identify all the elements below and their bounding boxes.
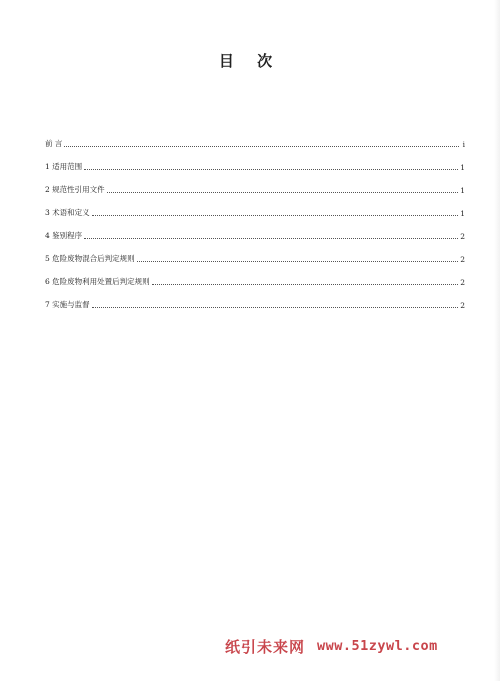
toc-entry-terms-definitions[interactable] xyxy=(45,195,465,218)
toc-entry-scope[interactable] xyxy=(45,149,465,172)
toc-entry-implementation-supervision[interactable] xyxy=(45,287,465,310)
toc-entry-label: 4 鉴别程序 xyxy=(45,231,83,240)
toc-entry-page: 2 xyxy=(460,278,465,287)
page-edge-shadow xyxy=(494,0,500,681)
toc-entry-page: 2 xyxy=(460,232,465,241)
toc-leader-dots xyxy=(92,306,459,308)
toc-entry-page: i xyxy=(462,140,465,149)
toc-heading: 目 次 xyxy=(218,52,282,70)
toc-entry-foreword[interactable] xyxy=(45,126,465,149)
toc-entry-label: 7 实施与监督 xyxy=(45,300,90,309)
toc-entry-mixing-rules[interactable] xyxy=(45,241,465,264)
toc-entry-label: 5 危险废物混合后判定规则 xyxy=(45,254,135,263)
table-of-contents xyxy=(45,126,465,310)
toc-entry-page: 1 xyxy=(460,186,465,195)
toc-entry-label: 2 规范性引用文件 xyxy=(45,185,105,194)
watermark-site-name: 纸引未来网 xyxy=(225,637,306,656)
toc-entry-label: 6 危险废物利用处置后判定规则 xyxy=(45,277,150,286)
toc-leader-dots xyxy=(84,168,458,170)
toc-entry-label: 1 适用范围 xyxy=(45,162,83,171)
toc-leader-dots xyxy=(152,283,459,285)
toc-leader-dots xyxy=(137,260,459,262)
toc-entry-page: 1 xyxy=(460,163,465,172)
toc-entry-label: 前 言 xyxy=(45,139,63,148)
toc-entry-disposal-rules[interactable] xyxy=(45,264,465,287)
toc-entry-normative-references[interactable] xyxy=(45,172,465,195)
site-watermark xyxy=(225,634,497,658)
toc-leader-dots xyxy=(84,237,458,239)
toc-entry-page: 2 xyxy=(460,301,465,310)
toc-leader-dots xyxy=(64,145,459,147)
toc-entry-label: 3 术语和定义 xyxy=(45,208,90,217)
toc-leader-dots xyxy=(107,191,459,193)
toc-entry-page: 2 xyxy=(460,255,465,264)
toc-leader-dots xyxy=(92,214,459,216)
toc-entry-identification-procedure[interactable] xyxy=(45,218,465,241)
watermark-url: www.51zywl.com xyxy=(317,638,438,654)
toc-entry-page: 1 xyxy=(460,209,465,218)
